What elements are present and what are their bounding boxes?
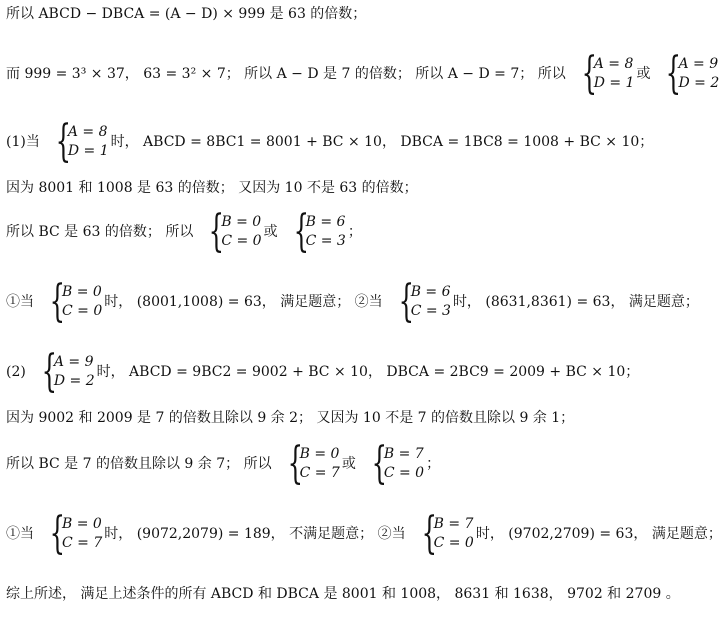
equation: B = 6 [410,284,451,300]
line-text: 所以 ABCD − DBCA = (A − D) × 999 是 63 的倍数； [6,6,367,22]
line-text: ； [426,456,441,472]
equation: C = 0 [433,535,474,551]
text-line-8 [6,408,574,428]
text-line-6 [6,276,699,327]
equation: D = 1 [67,143,109,159]
equation-system: { B = 0 C = 7 [287,438,340,489]
equation-system: { B = 0 C = 0 [208,206,262,257]
line-text: 综上所述， 满足上述条件的所有 ABCD 和 DBCA 是 8001 和 1008， 8631 和 1638， 9702 和 2709 。 [6,586,680,602]
equation: C = 3 [410,303,451,319]
text-line-1 [6,4,366,24]
equation-system: { A = 9 D = 2 [666,48,720,99]
equation-system: { B = 0 C = 7 [49,508,103,559]
equation: C = 3 [305,233,346,249]
equation-system: { A = 9 D = 2 [41,346,95,397]
line-text: 因为 9002 和 2009 是 7 的倍数且除以 9 余 2； 又因为 10 不是 7 的倍数且除以 9 余 1； [6,410,575,426]
equation: A = 8 [67,124,108,140]
line-text: 时， ABCD = 8BC1 = 8001 + BC × 10， DBCA = 1BC8 = 1008 + BC × 10； [110,134,654,150]
line-text: (1)当 [6,134,40,150]
equation-system: { B = 6 C = 3 [293,206,346,257]
equation: C = 0 [383,465,425,481]
equation-system: { B = 0 C = 0 [49,276,103,327]
line-text: ①当 [6,294,34,310]
text-line-4 [6,178,418,198]
equation: B = 0 [62,516,102,532]
equation: B = 7 [433,516,474,532]
line-text: ①当 [6,526,34,542]
equation: C = 7 [299,465,340,481]
equation: C = 0 [62,303,103,319]
line-text: 所以 BC 是 7 的倍数且除以 9 余 7； 所以 [6,456,272,472]
equation: B = 0 [62,284,102,300]
line-text: 而 999 = 3³ × 37， 63 = 3² × 7； 所以 A − D 是 7 的倍数； 所以 A − D = 7； 所以 [6,66,566,82]
line-text: 或 [341,456,356,472]
line-text: 时， (9702,2709) = 63， 满足题意； [475,526,722,542]
equation: D = 1 [593,75,635,91]
equation: A = 9 [678,56,719,72]
line-text: (2) [6,364,26,380]
equation: B = 0 [221,214,262,230]
line-text: 时， (9072,2079) = 189， 不满足题意； ②当 [104,526,406,542]
equation: A = 8 [593,56,634,72]
text-line-11 [6,584,680,604]
text-line-2 [6,48,721,99]
equation: B = 0 [299,446,340,462]
equation: C = 7 [62,535,103,551]
equation: A = 9 [53,354,94,370]
equation-system: { A = 8 D = 1 [55,116,109,167]
line-text: 时， ABCD = 9BC2 = 9002 + BC × 10， DBCA = 2BC9 = 2009 + BC × 10； [96,364,640,380]
equation-system: { B = 7 C = 0 [421,508,474,559]
equation-system: { B = 7 C = 0 [371,438,425,489]
line-text: 因为 8001 和 1008 是 63 的倍数； 又因为 10 不是 63 的倍数； [6,180,418,196]
equation: B = 7 [383,446,424,462]
equation: C = 0 [221,233,262,249]
line-text: 或 [636,66,651,82]
line-text: 或 [263,224,278,240]
line-text: 时， (8631,8361) = 63， 满足题意； [452,294,699,310]
line-text: ； [347,224,362,240]
text-line-9 [6,438,441,489]
text-line-10 [6,508,722,559]
equation: B = 6 [305,214,346,230]
equation: D = 2 [53,373,95,389]
text-line-5 [6,206,362,257]
line-text: 时， (8001,1008) = 63， 满足题意； ②当 [104,294,383,310]
equation-system: { B = 6 C = 3 [398,276,451,327]
text-line-3 [6,116,654,167]
line-text: 所以 BC 是 63 的倍数； 所以 [6,224,194,240]
equation: D = 2 [678,75,720,91]
equation-system: { A = 8 D = 1 [581,48,635,99]
text-line-7 [6,346,640,397]
